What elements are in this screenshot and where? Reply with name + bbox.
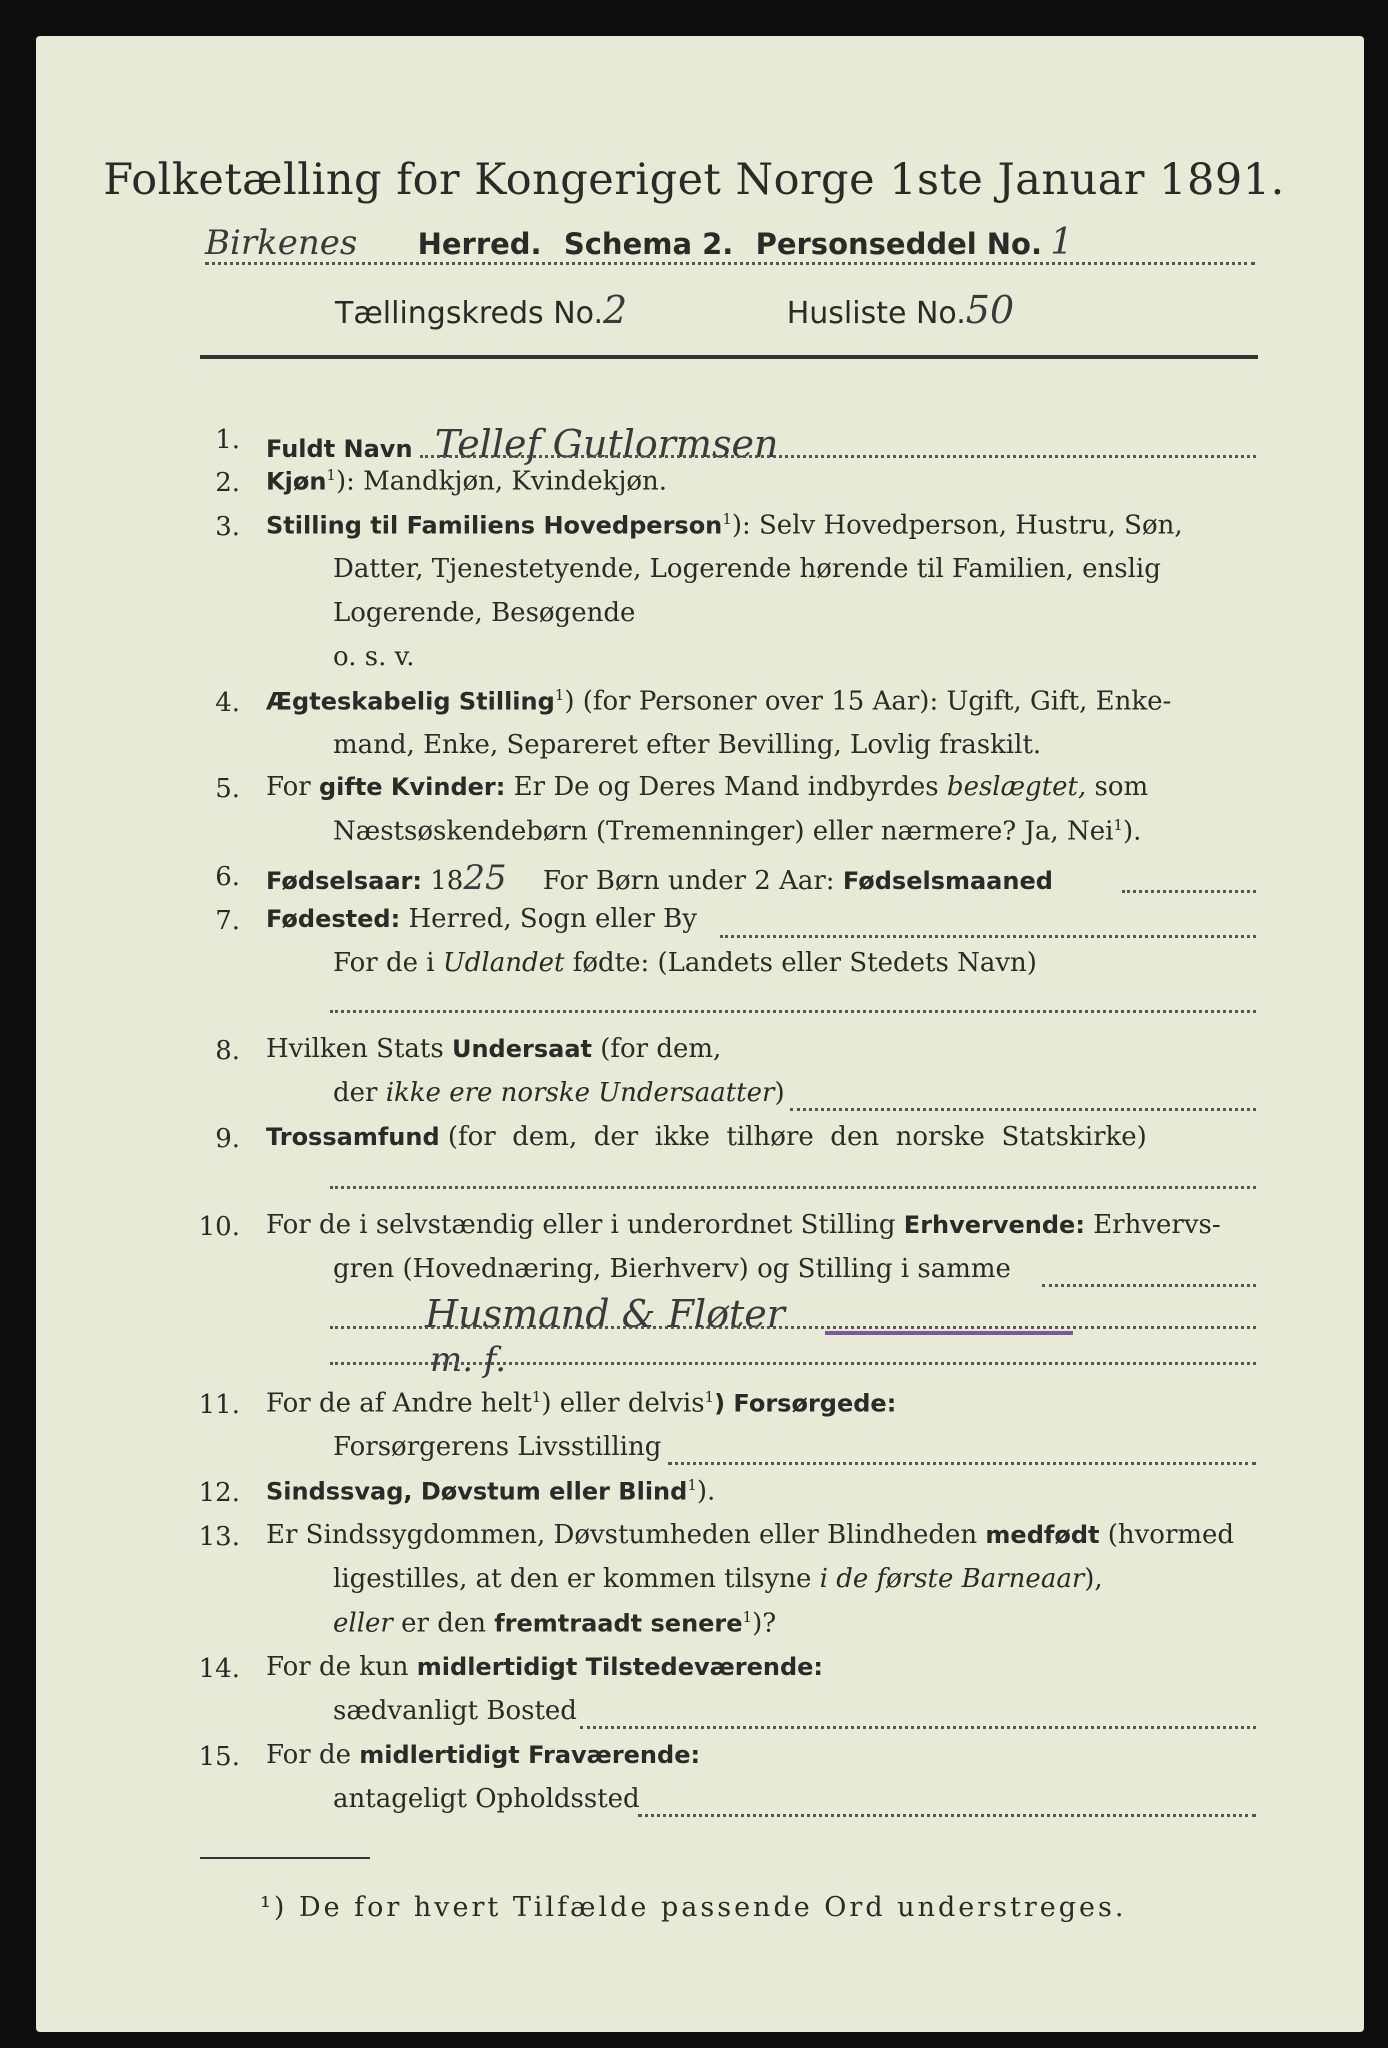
item-13-line-2b: ), bbox=[1084, 1564, 1103, 1594]
item-9 bbox=[266, 1122, 1147, 1152]
item-8-dotted-line bbox=[790, 1108, 1256, 1111]
item-10-text: For de i selvstændig eller i underordnet Stilling bbox=[266, 1210, 896, 1240]
footnote-ref: 1 bbox=[1113, 816, 1123, 834]
occupation-value: Husmand & Fløter bbox=[425, 1292, 785, 1336]
item-3-line-2: Datter, Tjenestetyende, Logerende hørende til Familien, enslig bbox=[333, 554, 1161, 584]
item-12-number: 12. bbox=[198, 1478, 240, 1508]
birthplace-options: Herred, Sogn eller By bbox=[408, 904, 697, 934]
item-5-end: som bbox=[1094, 772, 1149, 802]
husliste-label: Husliste No. bbox=[786, 296, 966, 331]
birth-year-prefix: 18 bbox=[430, 866, 464, 896]
item-8-text-2: (for dem, bbox=[600, 1034, 722, 1064]
item-15-text: For de bbox=[266, 1740, 351, 1770]
form-title: Folketælling for Kongeriget Norge 1ste Januar 1891. bbox=[103, 155, 1285, 205]
item-6-dotted-line bbox=[1122, 890, 1256, 893]
item-11-number: 11. bbox=[198, 1390, 240, 1420]
item-1 bbox=[266, 422, 778, 466]
birth-month-label: Fødselsmaaned bbox=[842, 867, 1053, 895]
item-14-text: For de kun bbox=[266, 1652, 409, 1682]
item-14-number: 14. bbox=[198, 1654, 240, 1684]
footnote-ref: 1 bbox=[722, 510, 732, 528]
header-rule bbox=[200, 355, 1258, 359]
full-name-label: Fuldt Navn bbox=[266, 435, 413, 463]
item-13-line-3 bbox=[333, 1608, 776, 1639]
item-3-line-3: Logerende, Besøgende bbox=[333, 598, 636, 628]
footnote-ref: 1 bbox=[687, 1476, 697, 1494]
kreds-label: Tællingskreds No. bbox=[335, 296, 603, 331]
item-14-dotted-line bbox=[580, 1726, 1256, 1729]
item-6-text: For Børn under 2 Aar: bbox=[542, 866, 835, 896]
item-13-end: (hvormed bbox=[1107, 1520, 1235, 1550]
temporary-present-label: midlertidigt Tilstedeværende: bbox=[416, 1653, 824, 1681]
item-2 bbox=[266, 466, 667, 497]
item-12-end: ). bbox=[696, 1476, 716, 1507]
married-women-label: gifte Kvinder: bbox=[318, 773, 506, 801]
marital-status-label: Ægteskabelig Stilling bbox=[266, 687, 555, 716]
item-3-line-4: o. s. v. bbox=[333, 642, 415, 672]
item-4-number: 4. bbox=[215, 688, 240, 718]
item-8 bbox=[266, 1034, 721, 1064]
personseddel-value: 1 bbox=[1050, 222, 1074, 263]
item-5-pre: For bbox=[266, 772, 311, 802]
item-4-line-2: mand, Enke, Separeret efter Bevilling, Lovlig fraskilt. bbox=[333, 730, 1042, 760]
item-7-number: 7. bbox=[215, 906, 240, 936]
item-14 bbox=[266, 1652, 823, 1682]
item-5-italic: beslægtet, bbox=[946, 772, 1087, 802]
item-13-line-3c: )? bbox=[752, 1608, 777, 1639]
item-3 bbox=[266, 510, 1183, 541]
header-line-kreds bbox=[335, 288, 1014, 332]
item-5-line-2: Næstsøskendebørn (Tremenninger) eller nærmere? Ja, Nei$^1$). bbox=[333, 816, 1142, 847]
item-11-line-2: Forsørgerens Livsstilling bbox=[333, 1432, 662, 1462]
header-line-herred bbox=[205, 222, 1073, 263]
item-13-line-2i: i de første Barneaar bbox=[819, 1564, 1085, 1594]
item-5-line-2-text: Næstsøskendebørn (Tremenninger) eller nærmere? Ja, Nei bbox=[333, 816, 1114, 847]
item-9-answer-line bbox=[330, 1186, 1256, 1189]
item-5 bbox=[266, 772, 1148, 802]
item-11-text-2: ) eller delvis bbox=[541, 1388, 705, 1419]
item-12 bbox=[266, 1476, 715, 1507]
item-14-line-2: sædvanligt Bosted bbox=[333, 1696, 577, 1726]
item-13-line-3i: eller bbox=[333, 1608, 393, 1639]
congenital-label: medfødt bbox=[985, 1521, 1100, 1549]
item-10-line-2: gren (Hovednæring, Bierhverv) og Stilling i samme bbox=[333, 1254, 1011, 1284]
item-10-answer-line-1 bbox=[330, 1326, 1256, 1329]
item-4 bbox=[266, 686, 1171, 717]
full-name-value: Tellef Gutlormsen bbox=[434, 422, 779, 466]
item-7-line-2a: For de i bbox=[333, 948, 435, 978]
marital-status-options: ) (for Personer over 15 Aar): Ugift, Gift, Enke- bbox=[564, 686, 1172, 717]
item-9-text: (for dem, der ikke tilhøre den norske Statskirke) bbox=[447, 1122, 1147, 1152]
herred-value: Birkenes bbox=[205, 223, 358, 263]
disability-label: Sindssvag, Døvstum eller Blind bbox=[266, 1477, 688, 1506]
family-position-options: ): Selv Hovedperson, Hustru, Søn, bbox=[731, 510, 1183, 541]
item-15 bbox=[266, 1740, 700, 1770]
kreds-value: 2 bbox=[603, 288, 628, 332]
item-5-number: 5. bbox=[215, 774, 240, 804]
family-position-label: Stilling til Familiens Hovedperson bbox=[266, 511, 723, 540]
item-11 bbox=[266, 1388, 896, 1419]
occupation-value-2: m. f. bbox=[430, 1340, 507, 1380]
item-8-text: Hvilken Stats bbox=[266, 1034, 444, 1064]
item-10-number: 10. bbox=[198, 1212, 240, 1242]
item-10-end: Erhvervs- bbox=[1093, 1210, 1221, 1240]
item-13-line-2a: ligestilles, at den er kommen tilsyne bbox=[333, 1564, 812, 1594]
item-15-number: 15. bbox=[198, 1742, 240, 1772]
footnote-mark: ¹) bbox=[260, 1892, 288, 1923]
husliste-value: 50 bbox=[965, 288, 1015, 332]
item-8-line-2a: der bbox=[333, 1078, 378, 1108]
item-7-line-2b: fødte: (Landets eller Stedets Navn) bbox=[572, 948, 1037, 978]
footnote-text: De for hvert Tilfælde passende Ord understreges. bbox=[298, 1892, 1127, 1923]
item-9-number: 9. bbox=[215, 1124, 240, 1154]
item-8-number: 8. bbox=[215, 1036, 240, 1066]
footnote-ref: 1 bbox=[554, 686, 565, 704]
item-15-line-2: antageligt Opholdssted bbox=[333, 1784, 640, 1814]
item-8-line-2 bbox=[333, 1078, 785, 1108]
birthplace-label: Fødested: bbox=[266, 905, 401, 933]
item-7-dotted-line bbox=[720, 935, 1256, 938]
footnote-ref: 1 bbox=[704, 1388, 715, 1406]
item-8-line-2i: ikke ere norske Undersaatter bbox=[385, 1078, 775, 1108]
birth-year-label: Fødselsaar: bbox=[266, 867, 422, 895]
personseddel-label: Personseddel No. bbox=[755, 227, 1042, 261]
item-8-line-2b: ) bbox=[774, 1078, 785, 1108]
item-13-text: Er Sindssygdommen, Døvstumheden eller Blindheden bbox=[266, 1520, 978, 1550]
item-5-text: Er De og Deres Mand indbyrdes bbox=[513, 772, 939, 802]
later-onset-label: fremtraadt senere bbox=[494, 1609, 743, 1638]
item-10-answer-line-2 bbox=[330, 1362, 1256, 1365]
occupation-label: Erhvervende: bbox=[903, 1211, 1085, 1239]
sex-label: Kjøn bbox=[266, 467, 327, 496]
item-7-answer-line bbox=[330, 1010, 1256, 1013]
item-7 bbox=[266, 904, 697, 934]
footnote-ref: 1 bbox=[742, 1608, 753, 1626]
herred-label: Herred. bbox=[417, 227, 542, 261]
header-dotted-line bbox=[205, 262, 1255, 265]
item-10 bbox=[266, 1210, 1221, 1240]
dependents-label: ) Forsørgede: bbox=[714, 1389, 897, 1418]
footnote-ref: 1 bbox=[326, 466, 336, 484]
religion-label: Trossamfund bbox=[266, 1123, 440, 1151]
temporary-absent-label: midlertidigt Fraværende: bbox=[359, 1741, 701, 1769]
item-1-number: 1. bbox=[215, 425, 240, 455]
item-1-dotted-line bbox=[420, 455, 1256, 458]
occupation-underline bbox=[825, 1331, 1073, 1335]
item-11-text: For de af Andre helt bbox=[266, 1388, 532, 1419]
item-13-line-2 bbox=[333, 1564, 1103, 1594]
sex-options: ): Mandkjøn, Kvindekjøn. bbox=[335, 466, 668, 497]
item-15-dotted-line bbox=[638, 1814, 1256, 1817]
footnote-rule bbox=[200, 1857, 370, 1859]
item-13-number: 13. bbox=[198, 1522, 240, 1552]
footnote bbox=[260, 1892, 1126, 1923]
item-7-line-2i: Udlandet bbox=[442, 948, 565, 978]
item-11-dotted-line bbox=[668, 1462, 1256, 1465]
item-2-number: 2. bbox=[215, 468, 240, 498]
item-13 bbox=[266, 1520, 1234, 1550]
schema-label: Schema 2. bbox=[563, 227, 734, 261]
birth-year-value: 25 bbox=[463, 858, 507, 898]
item-3-number: 3. bbox=[215, 512, 240, 542]
item-13-line-3a: er den bbox=[401, 1608, 486, 1639]
item-10-dotted-line bbox=[1042, 1284, 1256, 1287]
item-7-line-2 bbox=[333, 948, 1037, 978]
item-6 bbox=[266, 858, 1053, 898]
item-6-number: 6. bbox=[215, 862, 240, 892]
citizenship-label: Undersaat bbox=[451, 1035, 592, 1063]
footnote-ref: 1 bbox=[531, 1388, 542, 1406]
